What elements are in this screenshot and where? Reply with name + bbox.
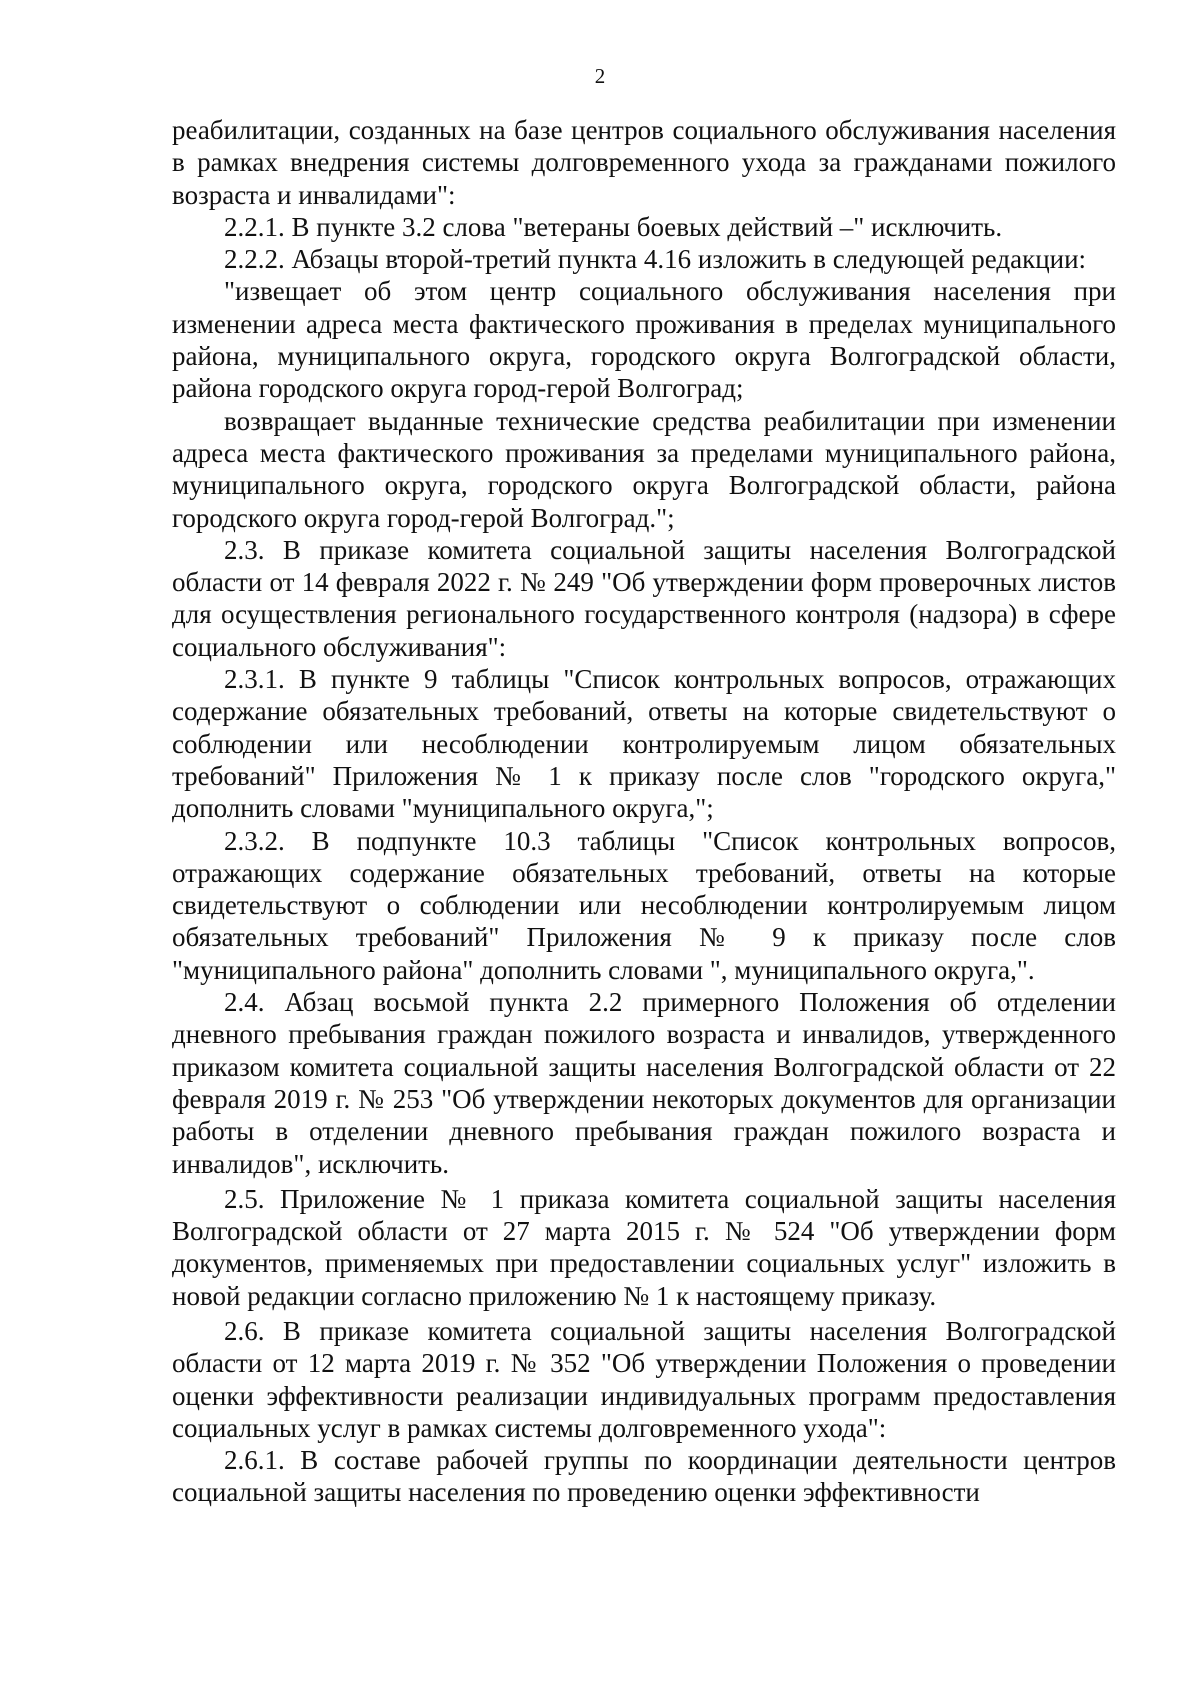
document-body: [172, 114, 1116, 1509]
paragraph-2-3: 2.3. В приказе комитета социальной защиты населения Волгоградской области от 14 февраля 2022 г. № 249 "Об утверждении форм проверочных листов для осуществления регионального государственного контроля (надзора) в сфере социального обслуживания":: [172, 534, 1116, 662]
paragraph-2-6: 2.6. В приказе комитета социальной защиты населения Волгоградской области от 12 марта 2019 г. № 352 "Об утверждении Положения о проведении оценки эффективности реализации индивидуальных программ предоставления социальных услуг в рамках системы долговременного ухода":: [172, 1315, 1116, 1443]
paragraph-2-6-1: 2.6.1. В составе рабочей группы по координации деятельности центров социальной защиты населения по проведению оценки эффективности: [172, 1445, 1116, 1508]
paragraph-2-3-2: 2.3.2. В подпункте 10.3 таблицы "Список контрольных вопросов, отражающих содержание обязательных требований, ответы на которые свидетельствуют о соблюдении или несоблюдении контролируемым лицом обязательных требований" Приложения № 9 к приказу после слов "муниципального района" дополнить словами ", муниципального округа,".: [172, 825, 1116, 985]
paragraph-2-4: 2.4. Абзац восьмой пункта 2.2 примерного Положения об отделении дневного пребывания граждан пожилого возраста и инвалидов, утвержденного приказом комитета социальной защиты населения Волгоградской области от 22 февраля 2019 г. № 253 "Об утверждении некоторых документов для организации работы в отделении дневного пребывания граждан пожилого возраста и инвалидов", исключить.: [172, 987, 1116, 1179]
page-number: 2: [594, 64, 606, 88]
paragraph-2-5: 2.5. Приложение № 1 приказа комитета социальной защиты населения Волгоградской области от 27 марта 2015 г. № 524 "Об утверждении форм документов, применяемых при предоставлении социальных услуг" изложить в новой редакции согласно приложению № 1 к настоящему приказу.: [172, 1183, 1116, 1311]
paragraph-quote-izveshchaet: "извещает об этом центр социального обслуживания населения при изменении адреса места фактического проживания в пределах муниципального района, муниципального округа, городского округа Волгоградской области, района городского округа город-герой Волгоград;: [172, 276, 1116, 404]
paragraph-quote-vozvrashchaet: возвращает выданные технические средства реабилитации при изменении адреса места фактического проживания за пределами муниципального района, муниципального округа, городского округа Волгоградской области, района городского округа город-герой Волгоград.";: [172, 405, 1116, 533]
paragraph-2-2-2: 2.2.2. Абзацы второй-третий пункта 4.16 изложить в следующей редакции:: [224, 244, 1087, 275]
paragraph-2-3-1: 2.3.1. В пункте 9 таблицы "Список контрольных вопросов, отражающих содержание обязательных требований, ответы на которые свидетельствуют о соблюдении или несоблюдении контролируемым лицом обязательных требований" Приложения № 1 к приказу после слов "городского округа," дополнить словами "муниципального округа,";: [172, 664, 1116, 824]
paragraph-continuation: реабилитации, созданных на базе центров социального обслуживания населения в рамках внедрения системы долговременного ухода за гражданами пожилого возраста и инвалидами":: [172, 115, 1116, 210]
paragraph-2-2-1: 2.2.1. В пункте 3.2 слова "ветераны боевых действий –" исключить.: [224, 211, 1003, 242]
